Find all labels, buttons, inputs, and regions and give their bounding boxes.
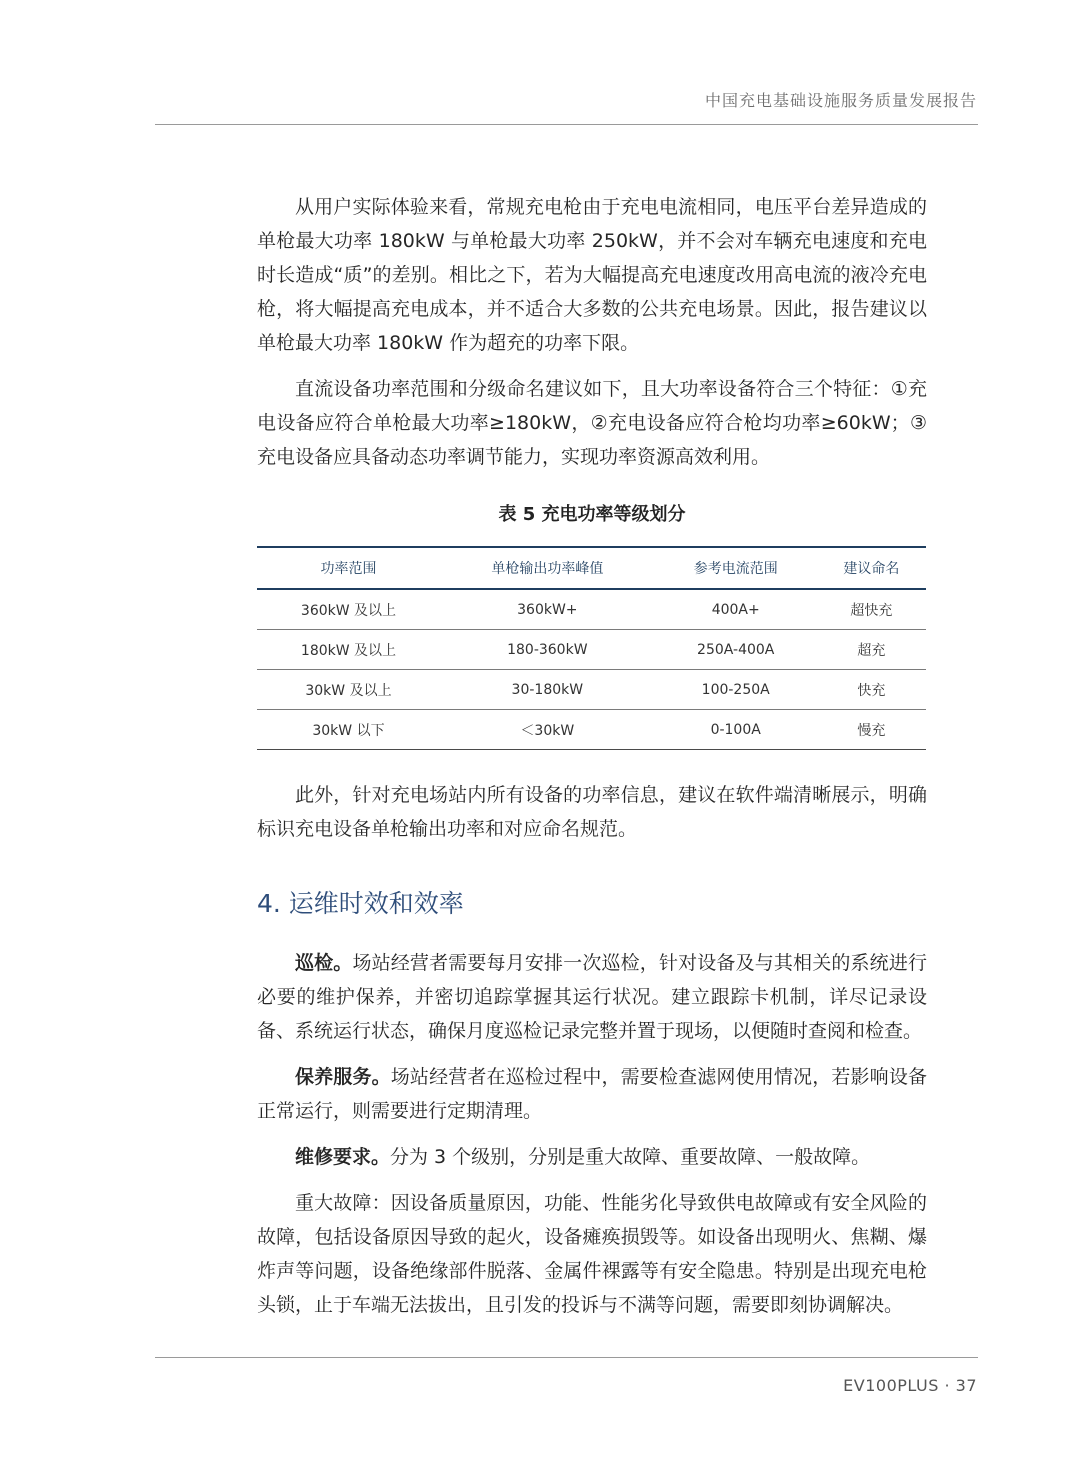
- cell-peak-output: 180-360kW: [440, 630, 655, 670]
- cell-current-range: 250A-400A: [655, 630, 817, 670]
- paragraph-dc-power-range: 直流设备功率范围和分级命名建议如下，且大功率设备符合三个特征：①充电设备应符合单枪最大功率≥180kW，②充电设备应符合枪均功率≥60kW；③充电设备应具备动态功率调节能力，实现功率资源高效利用。: [257, 378, 927, 468]
- lead-inspection: 巡检。: [295, 952, 353, 974]
- header-peak-output: 单枪输出功率峰值: [440, 547, 655, 589]
- header-suggested-name: 建议命名: [817, 547, 926, 589]
- header-current-range: 参考电流范围: [655, 547, 817, 589]
- cell-power-range: 30kW 以下: [257, 710, 440, 750]
- header-divider: [155, 124, 978, 125]
- table-row: [257, 589, 926, 630]
- cell-current-range: 400A+: [655, 589, 817, 630]
- paragraph-major-fault: 重大故障：因设备质量原因，功能、性能劣化导致供电故障或有安全风险的故障，包括设备原因导致的起火，设备瘫痪损毁等。如设备出现明火、焦糊、爆炸声等问题，设备绝缘部件脱落、金属件裸露等有安全隐患。特别是出现充电枪头锁，止于车端无法拔出，且引发的投诉与不满等问题，需要即刻协调解决。: [257, 1192, 927, 1316]
- paragraph-repair: [257, 1140, 927, 1174]
- cell-suggested-name: 快充: [817, 670, 926, 710]
- lead-maintenance: 保养服务。: [295, 1066, 391, 1088]
- cell-peak-output: ＜30kW: [440, 710, 655, 750]
- page-footer: EV100PLUS · 37: [843, 1376, 977, 1395]
- table-row: [257, 710, 926, 750]
- paragraph-software-display: 此外，针对充电场站内所有设备的功率信息，建议在软件端清晰展示，明确标识充电设备单枪输出功率和对应命名规范。: [257, 784, 927, 840]
- paragraph-maintenance: [257, 1060, 927, 1128]
- cell-suggested-name: 慢充: [817, 710, 926, 750]
- paragraph-inspection: [257, 946, 927, 1048]
- cell-current-range: 0-100A: [655, 710, 817, 750]
- cell-power-range: 360kW 及以上: [257, 589, 440, 630]
- page-body: [257, 190, 927, 1322]
- footer-divider: [155, 1357, 978, 1358]
- paragraph-user-experience: 从用户实际体验来看，常规充电枪由于充电电流相同，电压平台差异造成的单枪最大功率 180kW 与单枪最大功率 250kW，并不会对车辆充电速度和充电时长造成“质”的差别。相比之下，若为大幅提高充电速度改用高电流的液冷充电枪，将大幅提高充电成本，并不适合大多数的公共充电场景。因此，报告建议以单枪最大功率 180kW 作为超充的功率下限。: [257, 196, 927, 354]
- header-power-range: 功率范围: [257, 547, 440, 589]
- cell-power-range: 180kW 及以上: [257, 630, 440, 670]
- running-header: 中国充电基础设施服务质量发展报告: [704, 91, 977, 110]
- section-heading-operations: 4. 运维时效和效率: [257, 889, 464, 918]
- cell-suggested-name: 超充: [817, 630, 926, 670]
- power-grade-table: [257, 546, 926, 750]
- lead-repair: 维修要求。: [295, 1146, 391, 1168]
- cell-power-range: 30kW 及以上: [257, 670, 440, 710]
- table-row: [257, 630, 926, 670]
- text-repair: 分为 3 个级别，分别是重大故障、重要故障、一般故障。: [390, 1146, 871, 1168]
- table-caption: 表 5 充电功率等级划分: [498, 504, 686, 525]
- table-row: [257, 670, 926, 710]
- cell-peak-output: 30-180kW: [440, 670, 655, 710]
- cell-current-range: 100-250A: [655, 670, 817, 710]
- text-maintenance: 场站经营者在巡检过程中，需要检查滤网使用情况，若影响设备正常运行，则需要进行定期清理。: [257, 1066, 927, 1122]
- table-header-row: [257, 547, 926, 589]
- cell-suggested-name: 超快充: [817, 589, 926, 630]
- text-inspection: 场站经营者需要每月安排一次巡检，针对设备及与其相关的系统进行必要的维护保养，并密切追踪掌握其运行状况。建立跟踪卡机制，详尽记录设备、系统运行状态，确保月度巡检记录完整并置于现场，以便随时查阅和检查。: [257, 952, 927, 1042]
- cell-peak-output: 360kW+: [440, 589, 655, 630]
